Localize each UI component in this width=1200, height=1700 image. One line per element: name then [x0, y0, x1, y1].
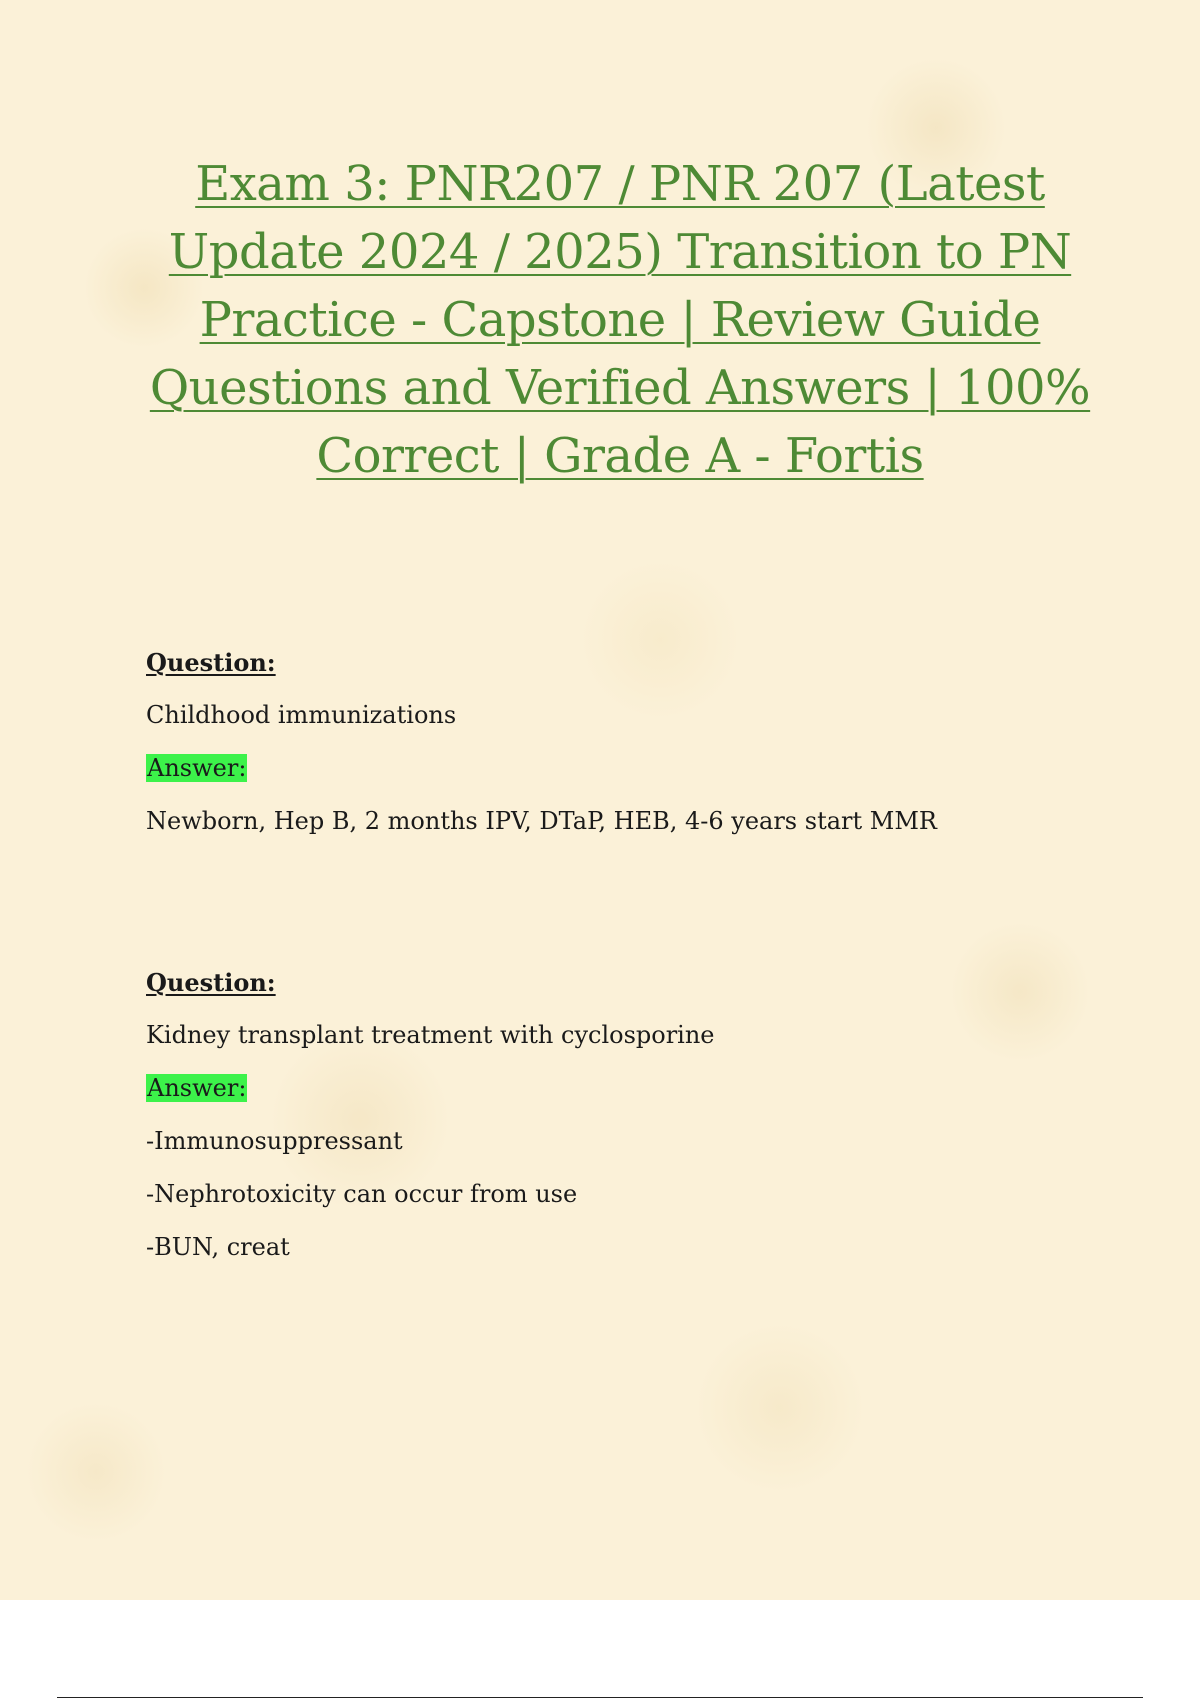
- question-label: Question:: [146, 648, 276, 677]
- document-title: Exam 3: PNR207 / PNR 207 (Latest Update 2024 / 2025) Transition to PN Practice - Capstone | Review Guide Questions and Verified Answers | 100% Correct | Grade A - Fortis: [149, 156, 1091, 484]
- answer-label: Answer:: [147, 754, 247, 782]
- qa-item: [146, 956, 1146, 1274]
- question-heading: [146, 636, 1146, 689]
- answer-heading: [146, 742, 1146, 795]
- answer-text: -Nephrotoxicity can occur from use: [146, 1180, 578, 1208]
- question-heading: [146, 956, 1146, 1009]
- question-text: Kidney transplant treatment with cyclosporine: [146, 1021, 715, 1049]
- answer-text: Newborn, Hep B, 2 months IPV, DTaP, HEB, 4-6 years start MMR: [146, 807, 937, 835]
- answer-text: -Immunosuppressant: [146, 1127, 403, 1155]
- answer-heading: [146, 1062, 1146, 1115]
- answer-label: Answer:: [147, 1074, 247, 1102]
- answer-text: -BUN, creat: [146, 1233, 290, 1261]
- footer-divider: [57, 1697, 1143, 1698]
- question-label: Question:: [146, 968, 276, 997]
- qa-item: [146, 636, 1146, 848]
- question-text: Childhood immunizations: [146, 701, 457, 729]
